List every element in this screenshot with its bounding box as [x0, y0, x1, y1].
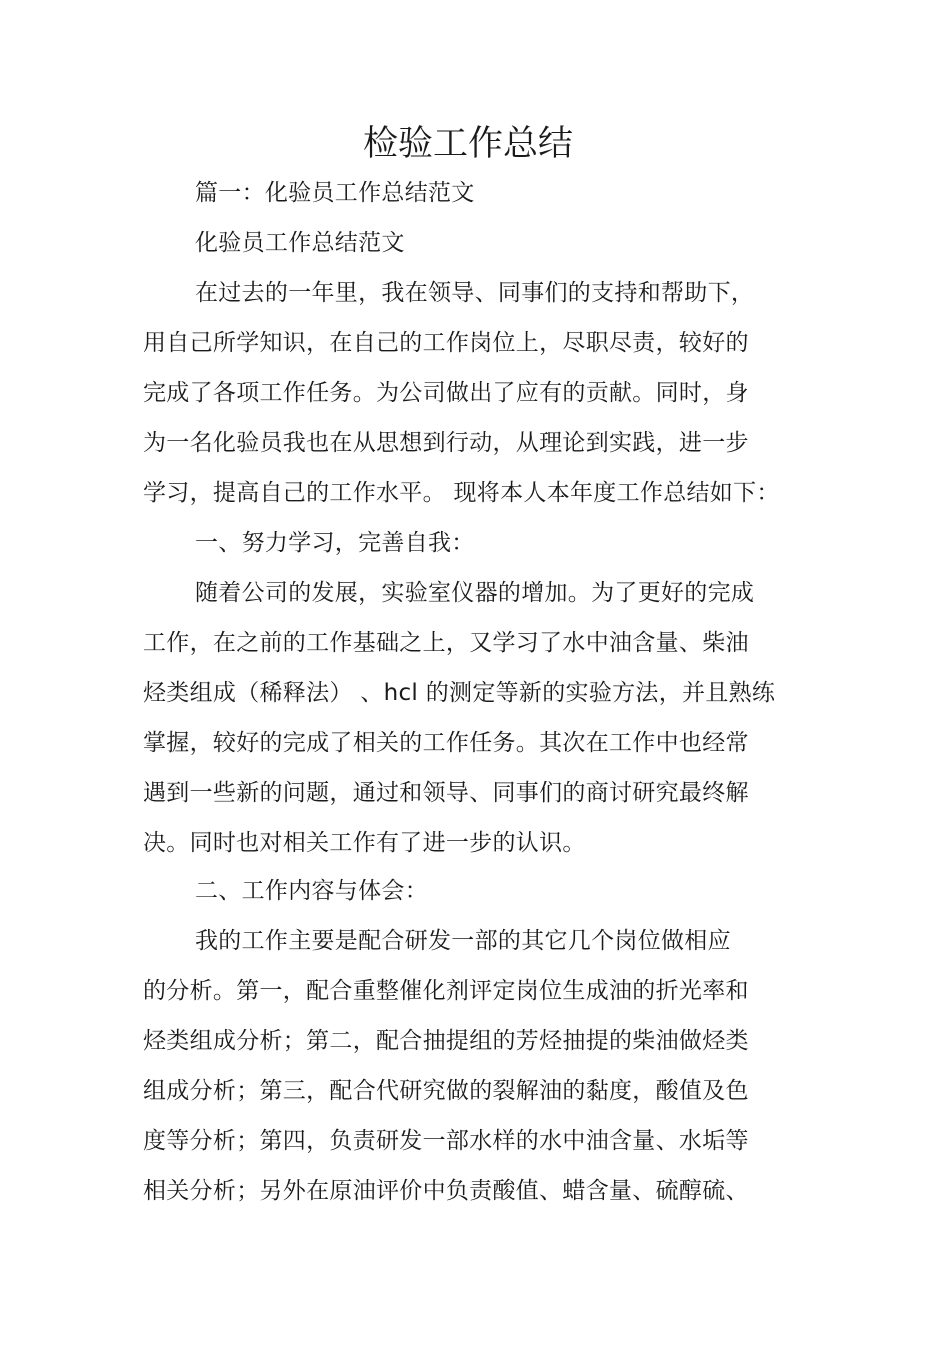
paragraph-line: 为一名化验员我也在从思想到行动，从理论到实践，进一步 — [143, 430, 749, 456]
paragraph-line: 烃类组成分析；第二，配合抽提组的芳烃抽提的柴油做烃类 — [143, 1028, 749, 1054]
paragraph-line: 度等分析；第四，负责研发一部水样的水中油含量、水垢等 — [143, 1128, 749, 1154]
paragraph-line: 工作，在之前的工作基础之上，又学习了水中油含量、柴油 — [143, 630, 749, 656]
paragraph-line: 掌握，较好的完成了相关的工作任务。其次在工作中也经常 — [143, 730, 749, 756]
paragraph-line: 组成分析；第三，配合代研究做的裂解油的黏度，酸值及色 — [143, 1078, 749, 1104]
paragraph-line: 我的工作主要是配合研发一部的其它几个岗位做相应 — [195, 928, 731, 954]
paragraph-line: 用自己所学知识，在自己的工作岗位上，尽职尽责，较好的 — [143, 330, 749, 356]
paragraph-line: 的分析。第一，配合重整催化剂评定岗位生成油的折光率和 — [143, 978, 749, 1004]
section-heading: 二、工作内容与体会： — [195, 878, 428, 904]
subtitle: 化验员工作总结范文 — [195, 230, 405, 256]
section-heading: 篇一：化验员工作总结范文 — [195, 180, 475, 206]
paragraph-line: 在过去的一年里，我在领导、同事们的支持和帮助下， — [195, 280, 755, 306]
paragraph-line: 学习，提高自己的工作水平。 现将本人本年度工作总结如下： — [143, 480, 780, 506]
paragraph-line: 随着公司的发展，实验室仪器的增加。为了更好的完成 — [195, 580, 755, 606]
paragraph-line: 完成了各项工作任务。为公司做出了应有的贡献。同时，身 — [143, 380, 749, 406]
paragraph-line: 相关分析；另外在原油评价中负责酸值、蜡含量、硫醇硫、 — [143, 1178, 749, 1204]
paragraph-line: 决。同时也对相关工作有了进一步的认识。 — [143, 830, 586, 856]
paragraph-line: 遇到一些新的问题，通过和领导、同事们的商讨研究最终解 — [143, 780, 749, 806]
paragraph-line: 烃类组成（稀释法） 、hcl 的测定等新的实验方法，并且熟练 — [143, 680, 776, 706]
document-title: 检验工作总结 — [362, 124, 573, 164]
section-heading: 一、努力学习，完善自我： — [195, 530, 475, 556]
